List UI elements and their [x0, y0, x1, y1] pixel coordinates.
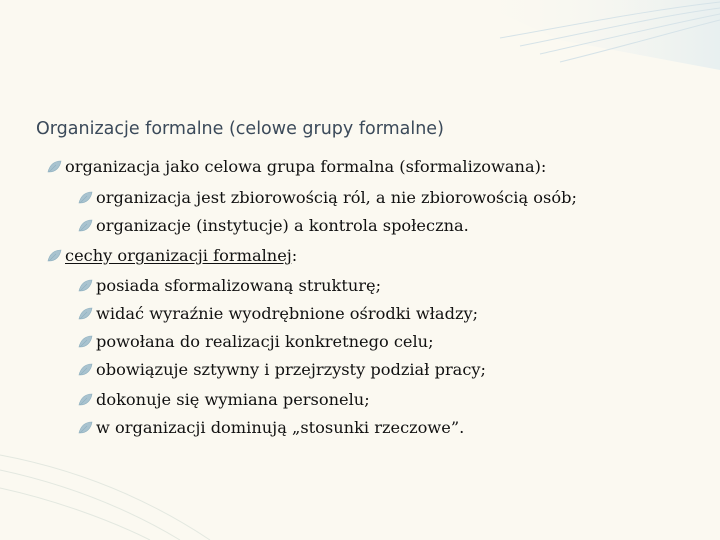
list-item-text: w organizacji dominują „stosunki rzeczowe”. [96, 418, 465, 437]
list-item [78, 188, 577, 207]
list-item [78, 332, 434, 351]
leaf-bullet-icon [78, 307, 93, 321]
list-item-text: posiada sformalizowaną strukturę; [96, 276, 382, 295]
list-item-text: obowiązuje sztywny i przejrzysty podział pracy; [96, 360, 486, 379]
leaf-bullet-icon [78, 219, 93, 233]
list-item-text: organizacja jako celowa grupa formalna (sformalizowana): [65, 157, 547, 176]
list-item-text: organizacja jest zbiorowością ról, a nie zbiorowością osób; [96, 188, 577, 207]
list-item [78, 360, 486, 379]
list-item [47, 157, 546, 176]
leaf-bullet-icon [78, 279, 93, 293]
list-item-text: widać wyraźnie wyodrębnione ośrodki władzy; [96, 304, 479, 323]
list-item-text: cechy organizacji formalnej [65, 246, 292, 265]
leaf-bullet-icon [78, 421, 93, 435]
list-item [47, 246, 297, 265]
leaf-bullet-icon [47, 160, 62, 174]
list-item [78, 304, 478, 323]
list-item-text: dokonuje się wymiana personelu; [96, 390, 370, 409]
list-item-suffix: : [291, 246, 298, 265]
leaf-bullet-icon [47, 249, 62, 263]
leaf-bullet-icon [78, 393, 93, 407]
leaf-bullet-icon [78, 335, 93, 349]
list-item [78, 390, 370, 409]
list-item-text: powołana do realizacji konkretnego celu; [96, 332, 434, 351]
list-item [78, 276, 381, 295]
list-item-text: organizacje (instytucje) a kontrola społeczna. [96, 216, 469, 235]
list-item [78, 216, 469, 235]
list-item [78, 418, 464, 437]
leaf-bullet-icon [78, 363, 93, 377]
leaf-bullet-icon [78, 191, 93, 205]
slide-title: Organizacje formalne (celowe grupy formalne) [36, 119, 444, 139]
